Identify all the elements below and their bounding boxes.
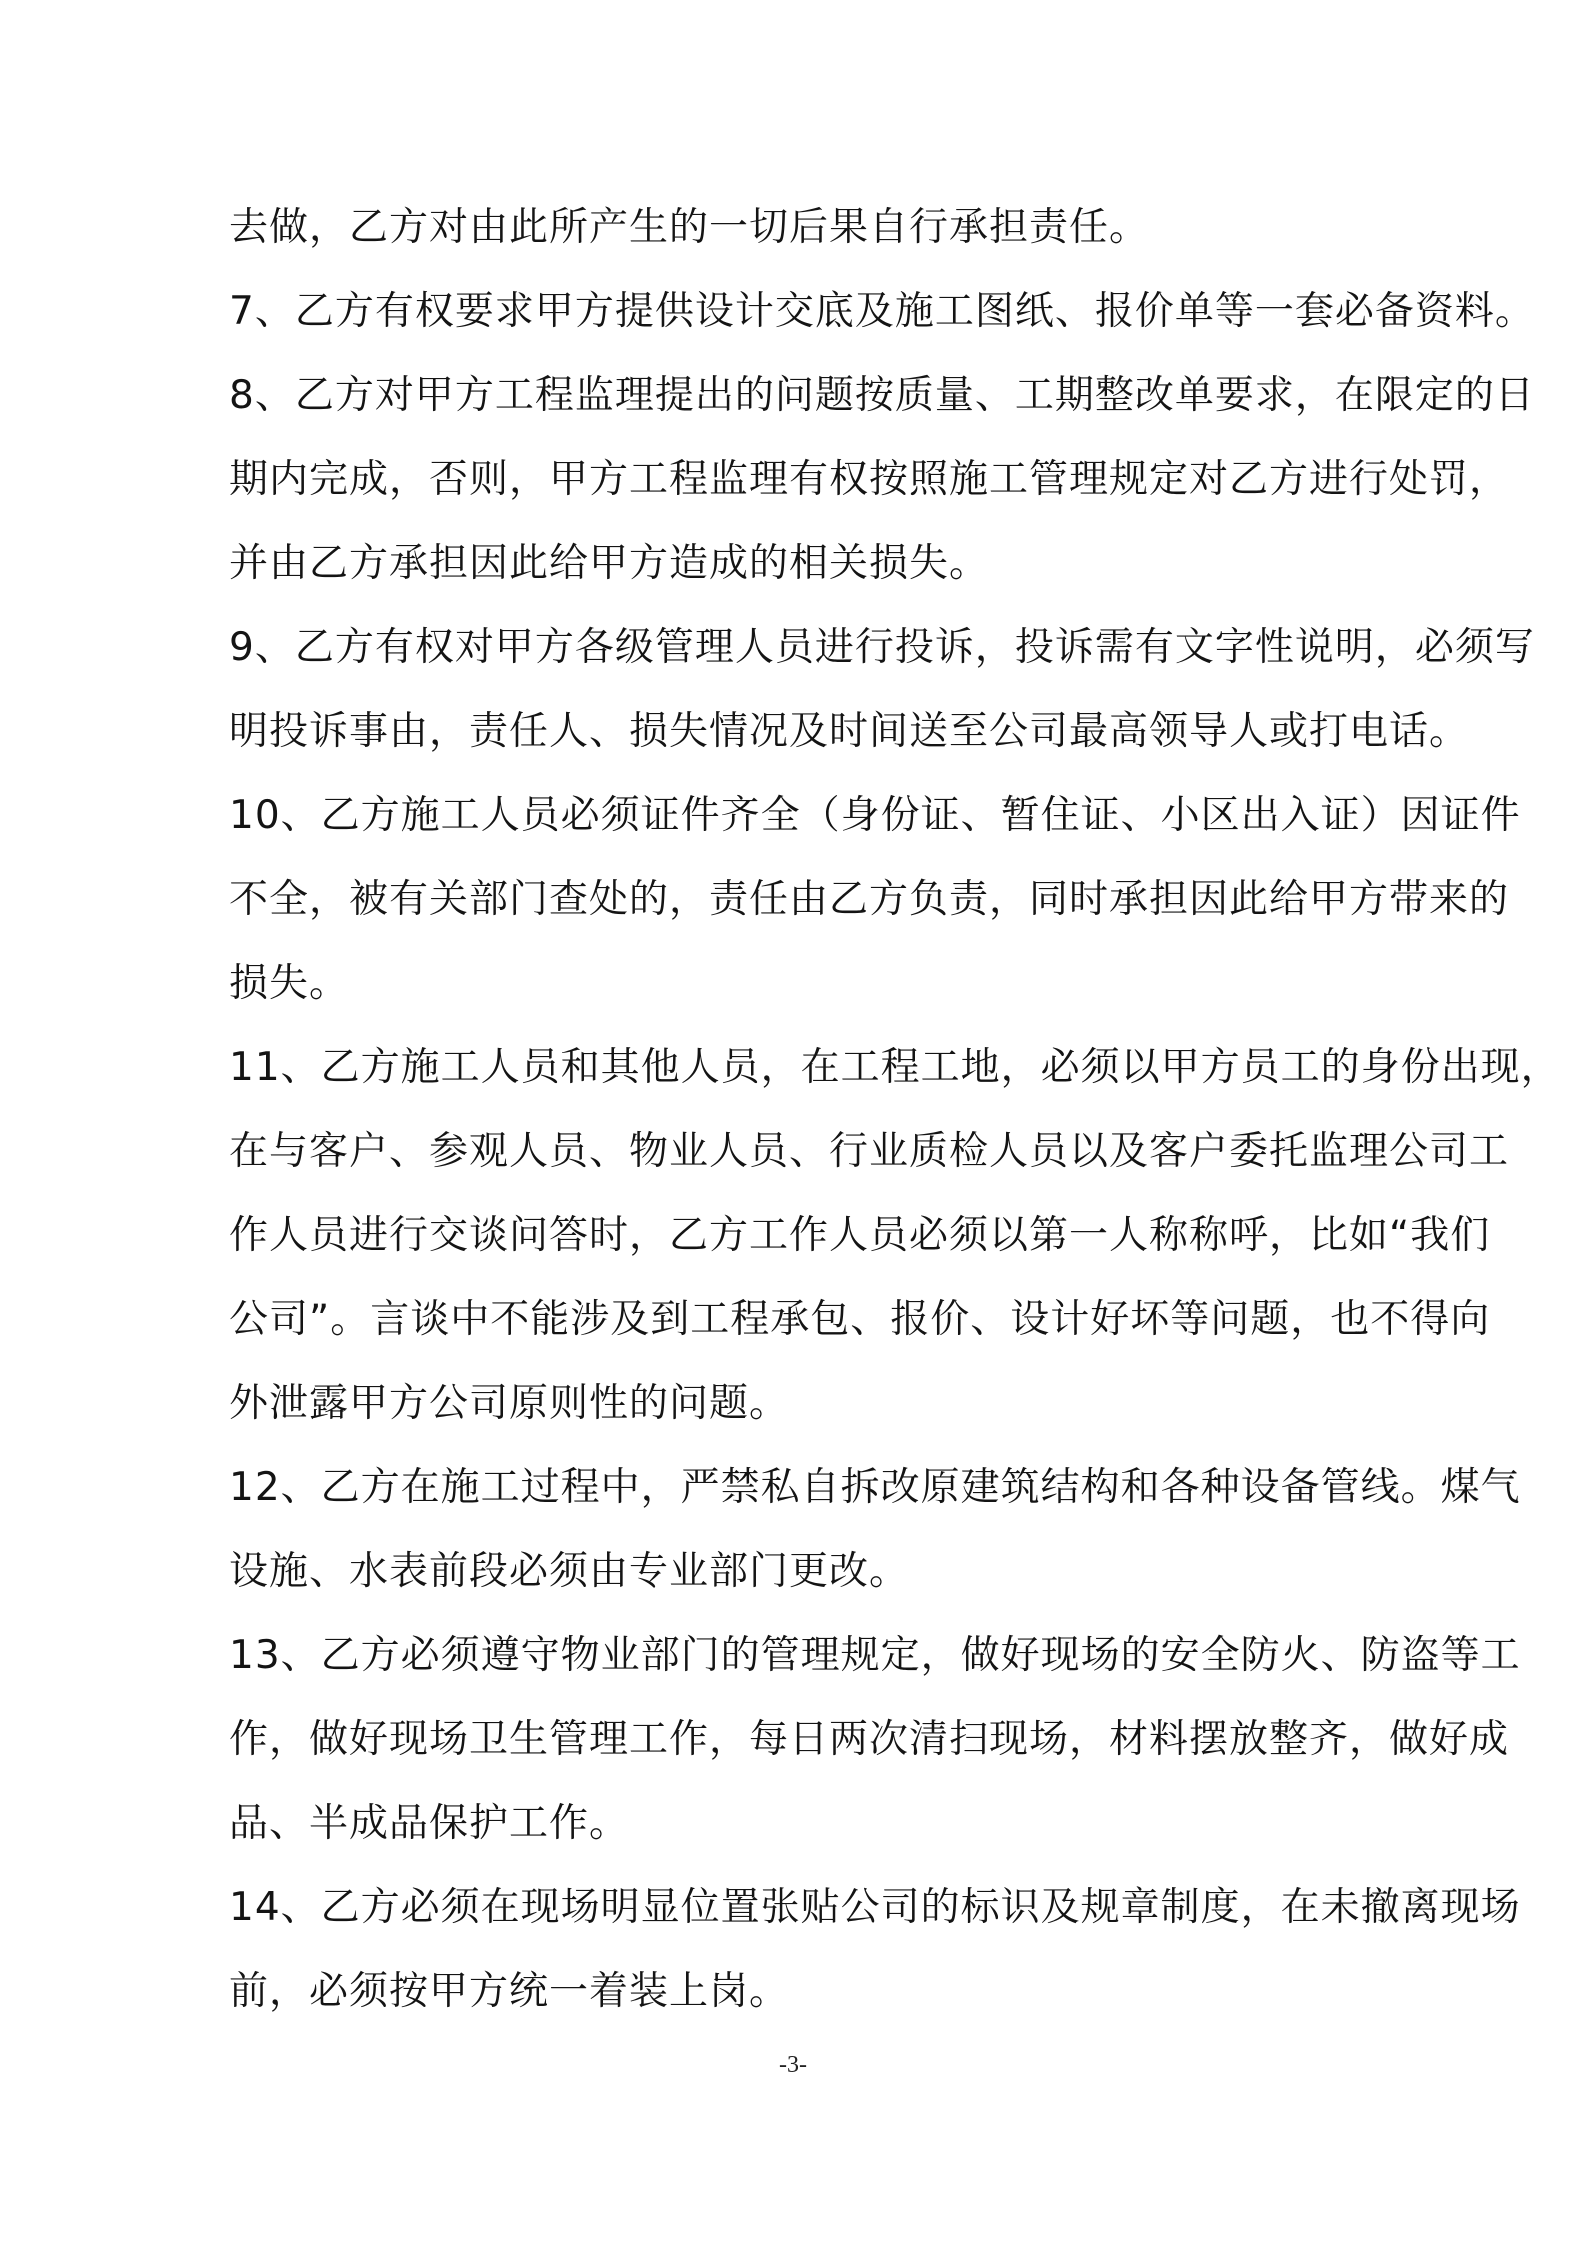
text-line: 9、乙方有权对甲方各级管理人员进行投诉，投诉需有文字性说明，必须写 (229, 625, 1535, 670)
text-line: 品、半成品保护工作。 (229, 1801, 630, 1846)
text-line: 12、乙方在施工过程中，严禁私自拆改原建筑结构和各种设备管线。煤气 (229, 1465, 1521, 1510)
text-line: 7、乙方有权要求甲方提供设计交底及施工图纸、报价单等一套必备资料。 (229, 289, 1535, 334)
text-line: 在与客户、参观人员、物业人员、行业质检人员以及客户委托监理公司工 (229, 1129, 1510, 1174)
text-line: 损失。 (229, 961, 350, 1006)
text-line: 期内完成，否则，甲方工程监理有权按照施工管理规定对乙方进行处罚， (229, 457, 1510, 502)
text-line: 11、乙方施工人员和其他人员，在工程工地，必须以甲方员工的身份出现， (229, 1045, 1561, 1090)
text-line: 前，必须按甲方统一着装上岗。 (229, 1969, 790, 2014)
text-line: 作人员进行交谈问答时，乙方工作人员必须以第一人称称呼，比如“我们 (229, 1213, 1491, 1258)
page-number: -3- (779, 2052, 807, 2078)
text-line: 8、乙方对甲方工程监理提出的问题按质量、工期整改单要求，在限定的日 (229, 373, 1535, 418)
text-line: 并由乙方承担因此给甲方造成的相关损失。 (229, 541, 990, 586)
text-line: 作，做好现场卫生管理工作，每日两次清扫现场，材料摆放整齐，做好成 (229, 1717, 1510, 1762)
text-line: 公司”。言谈中不能涉及到工程承包、报价、设计好坏等问题，也不得向 (229, 1297, 1491, 1342)
text-line: 外泄露甲方公司原则性的问题。 (229, 1381, 790, 1426)
text-line: 去做，乙方对由此所产生的一切后果自行承担责任。 (229, 205, 1150, 250)
text-line: 明投诉事由，责任人、损失情况及时间送至公司最高领导人或打电话。 (229, 709, 1470, 754)
text-line: 不全，被有关部门查处的，责任由乙方负责，同时承担因此给甲方带来的 (229, 877, 1510, 922)
text-line: 10、乙方施工人员必须证件齐全（身份证、暂住证、小区出入证）因证件 (229, 793, 1521, 838)
text-line: 设施、水表前段必须由专业部门更改。 (229, 1549, 910, 1594)
text-line: 13、乙方必须遵守物业部门的管理规定，做好现场的安全防火、防盗等工 (229, 1633, 1521, 1678)
text-line: 14、乙方必须在现场明显位置张贴公司的标识及规章制度，在未撤离现场 (229, 1885, 1521, 1930)
document-body (229, 186, 1561, 2034)
